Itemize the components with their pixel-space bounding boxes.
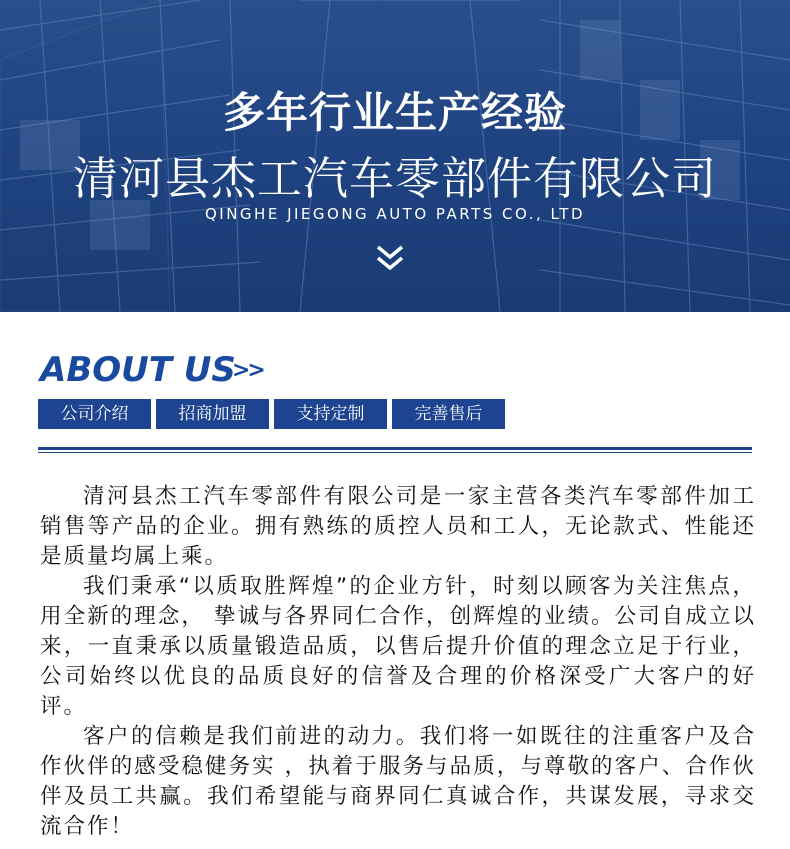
paragraph-intro: 清河县杰工汽车零部件有限公司是一家主营各类汽车零部件加工销售等产品的企业。拥有熟练的质控人员和工人，无论款式、性能还是质量均属上乘。: [40, 484, 756, 569]
section-divider: [38, 447, 752, 450]
company-description: [40, 482, 756, 842]
section-divider-thin: [38, 452, 752, 453]
double-arrow-icon: >>: [232, 358, 263, 383]
paragraph-philosophy: 我们秉承“以质取胜辉煌”的企业方针，时刻以顾客为关注焦点，用全新的理念， 挚诚与各界同仁合作，创辉煌的业绩。公司自成立以来，一直秉承以质量锻造品质，以售后提升价值的理念立足于行业，公司始终以优良的品质良好的信誉及合理的价格深受广大客户的好评。: [40, 574, 756, 719]
hero-banner: [0, 0, 790, 312]
hero-title: 多年行业生产经验: [222, 88, 567, 137]
tab-customization[interactable]: 支持定制: [274, 399, 387, 429]
tab-franchise[interactable]: 招商加盟: [156, 399, 269, 429]
paragraph-customers: 客户的信赖是我们前进的动力。我们将一如既往的注重客户及合作伙伴的感受稳健务实 ，执着于服务与品质，与尊敬的客户、合作伙伴及员工共赢。我们希望能与商界同仁真诚合作，共谋发展，寻求交流合作！: [40, 724, 756, 839]
tab-after-sales[interactable]: 完善售后: [392, 399, 505, 429]
about-us-heading: ABOUT US: [40, 350, 236, 390]
company-name: 清河县杰工汽车零部件有限公司: [72, 152, 717, 205]
tab-company-intro[interactable]: 公司介绍: [38, 399, 151, 429]
company-name-english: QINGHE JIEGONG AUTO PARTS CO., LTD: [204, 205, 586, 223]
double-chevron-down-icon: [374, 243, 406, 273]
